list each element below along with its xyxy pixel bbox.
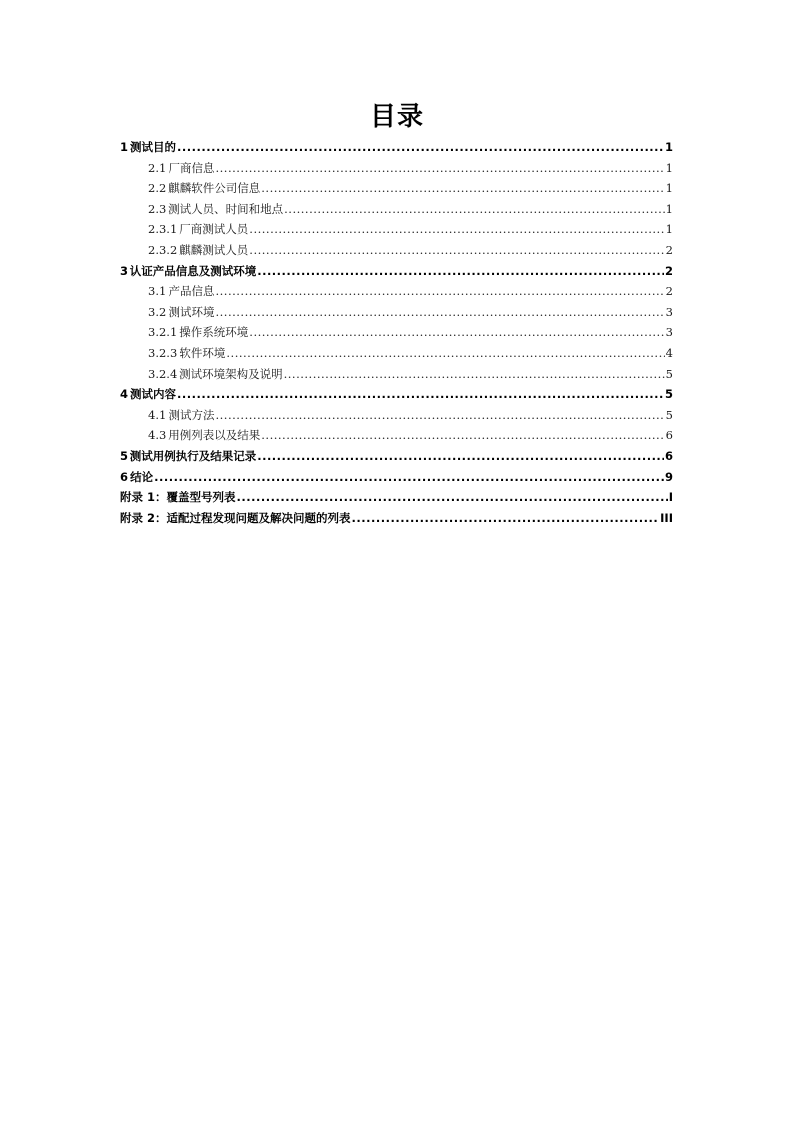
toc-dot-leader: [237, 490, 668, 504]
toc-entry-number: 3.2.3: [148, 345, 178, 360]
toc-dot-leader: [284, 202, 665, 216]
toc-entry-title: 结论: [130, 469, 154, 484]
toc-entry[interactable]: [120, 201, 673, 222]
toc-dot-leader: [215, 161, 664, 175]
toc-entry[interactable]: [120, 180, 673, 201]
toc-page-number: I: [668, 490, 673, 505]
toc-page-number: 2: [664, 263, 673, 278]
page-title: 目录: [369, 102, 424, 132]
toc-entry-number: 1: [120, 140, 129, 154]
toc-page-number: 2: [665, 284, 673, 299]
toc-dot-leader: [284, 367, 665, 381]
toc-dot-leader: [215, 305, 664, 319]
toc-page-number: 4: [665, 345, 673, 360]
toc-dot-leader: [249, 222, 664, 236]
toc-entry-title: 用例列表以及结果: [168, 428, 261, 443]
toc-entry-number: 2.3: [148, 201, 167, 216]
toc-entry[interactable]: [120, 304, 673, 325]
toc-entry-number: 4: [120, 387, 129, 402]
toc-page-number: III: [660, 510, 673, 525]
toc-entry-title: 测试人员、时间和地点: [168, 201, 284, 216]
toc-page-number: 3: [665, 325, 673, 340]
toc-entry-title: 软件环境: [179, 345, 226, 360]
toc-page-number: 1: [665, 222, 673, 237]
toc-entry-number: 3.2.4: [148, 366, 178, 381]
toc-entry-number: 2.3.2: [148, 242, 178, 257]
toc-dot-leader: [249, 325, 664, 339]
toc-entry-title: 测试目的: [130, 140, 177, 154]
toc-page-number: 1: [665, 201, 673, 216]
toc-entry-title: 认证产品信息及测试环境: [129, 263, 257, 278]
toc-entry-number: 3.2.1: [148, 325, 178, 340]
toc-entry-title: 测试用例执行及结果记录: [129, 448, 257, 463]
toc-page-number: 2: [665, 242, 673, 257]
toc-entry-number: 5: [120, 448, 129, 463]
toc-entry[interactable]: [120, 407, 673, 428]
toc-entry-title: 厂商测试人员: [179, 222, 249, 237]
toc-page-number: 6: [664, 448, 673, 463]
toc-entry-title: 产品信息: [168, 284, 215, 299]
toc-page-number: 9: [664, 469, 673, 484]
toc-entry[interactable]: [120, 345, 673, 366]
table-of-contents: [120, 139, 673, 530]
toc-entry[interactable]: [120, 489, 673, 510]
toc-entry-title: 附录 1：覆盖型号列表: [120, 490, 236, 505]
toc-dot-leader: [257, 449, 664, 463]
toc-page-number: 6: [665, 428, 673, 443]
toc-entry[interactable]: [120, 510, 673, 531]
toc-entry-title: 测试方法: [168, 407, 215, 422]
toc-entry-title: 测试环境架构及说明: [179, 366, 283, 381]
toc-entry-number: 4.3: [148, 428, 167, 443]
toc-entry-title: 测试内容: [130, 387, 177, 402]
toc-entry-title: 测试环境: [168, 304, 215, 319]
toc-entry[interactable]: [120, 283, 673, 304]
toc-page-number: 1: [664, 140, 673, 154]
toc-entry[interactable]: [120, 366, 673, 387]
toc-page-number: 1: [665, 181, 673, 196]
toc-dot-leader: [257, 264, 664, 278]
toc-entry[interactable]: [120, 139, 673, 160]
toc-dot-leader: [177, 387, 664, 401]
toc-entry-title: 麒麟测试人员: [179, 242, 249, 257]
toc-page-number: 5: [665, 366, 673, 381]
toc-entry-number: 2.1: [148, 160, 167, 175]
toc-entry-number: 2.2: [148, 181, 167, 196]
toc-page-number: 5: [665, 407, 673, 422]
toc-entry[interactable]: [120, 221, 673, 242]
toc-entry[interactable]: [120, 386, 673, 407]
toc-entry-title: 厂商信息: [168, 160, 215, 175]
toc-entry-number: 4.1: [148, 407, 167, 422]
toc-page-number: 1: [665, 160, 673, 175]
toc-entry-title: 附录 2：适配过程发现问题及解决问题的列表: [120, 510, 351, 525]
toc-entry[interactable]: [120, 427, 673, 448]
toc-entry-title: 麒麟软件公司信息: [168, 181, 261, 196]
toc-entry-title: 操作系统环境: [179, 325, 249, 340]
toc-entry-number: 3.1: [148, 284, 167, 299]
toc-entry-number: 6: [120, 469, 129, 484]
toc-entry[interactable]: [120, 242, 673, 263]
toc-dot-leader: [215, 408, 664, 422]
toc-entry[interactable]: [120, 263, 673, 284]
toc-page-number: 5: [664, 387, 673, 402]
toc-entry-number: 3.2: [148, 304, 167, 319]
toc-dot-leader: [352, 511, 660, 525]
toc-entry[interactable]: [120, 448, 673, 469]
toc-entry[interactable]: [120, 469, 673, 490]
toc-dot-leader: [226, 346, 664, 360]
toc-entry[interactable]: [120, 324, 673, 345]
toc-dot-leader: [177, 140, 664, 154]
toc-entry-number: 2.3.1: [148, 222, 178, 237]
toc-dot-leader: [215, 284, 664, 298]
toc-dot-leader: [261, 181, 664, 195]
toc-entry-number: 3: [120, 263, 129, 278]
toc-entry[interactable]: [120, 160, 673, 181]
toc-page-number: 3: [665, 304, 673, 319]
toc-dot-leader: [154, 470, 664, 484]
toc-dot-leader: [249, 243, 664, 257]
toc-dot-leader: [261, 428, 664, 442]
